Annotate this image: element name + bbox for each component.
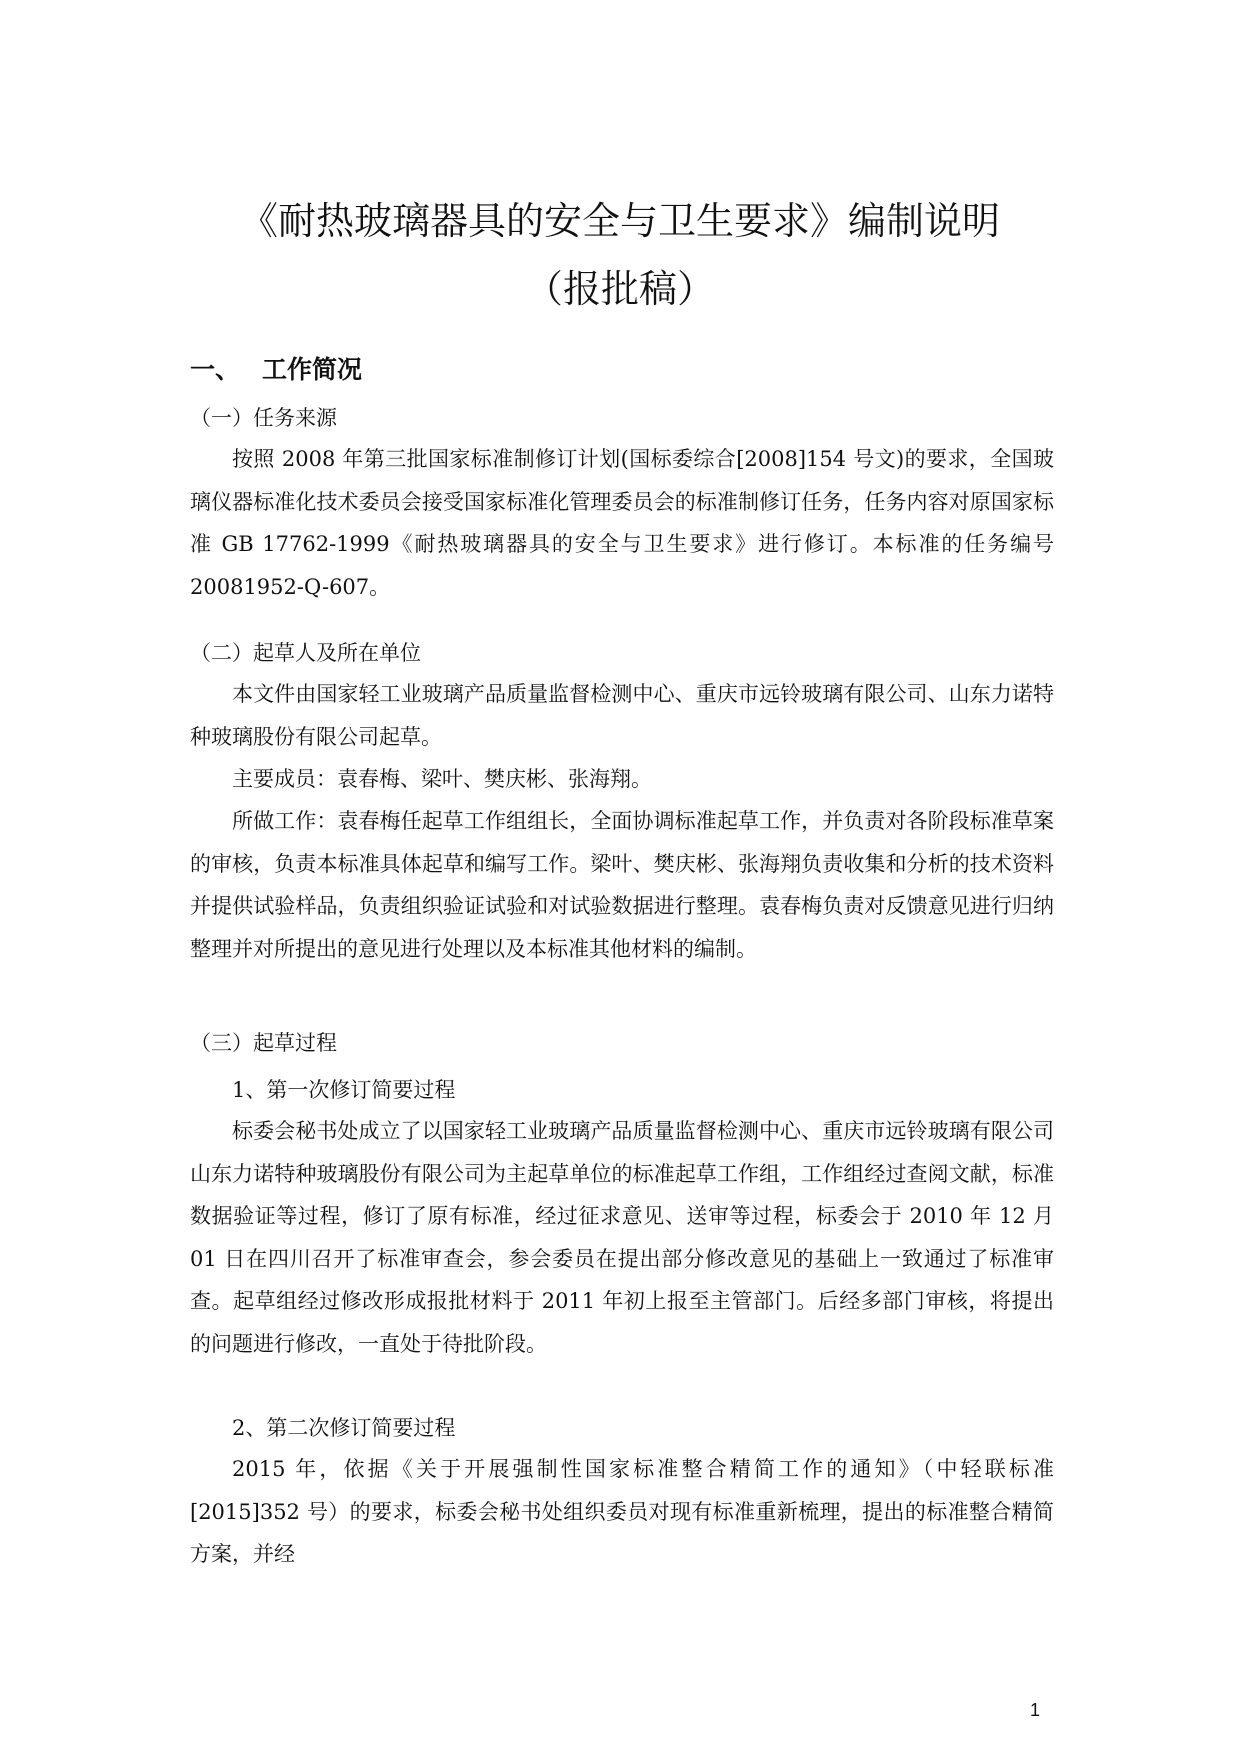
- page-number: 1: [1030, 1700, 1041, 1720]
- paragraph-members: 主要成员：袁春梅、梁叶、樊庆彬、张海翔。: [232, 767, 652, 791]
- paragraph-task-source: 按照 2008 年第三批国家标准制修订计划(国标委综合[2008]154 号文)的要求，全国玻璃仪器标准化技术委员会接受国家标准化管理委员会的标准制修订任务，任务内容对原国家标准 GB 17762-1999《耐热玻璃器具的安全与卫生要求》进行修订。本标准的任务编号 20081952-Q-607。: [190, 447, 1054, 599]
- list-item-first-revision: 1、第一次修订简要过程: [232, 1078, 456, 1102]
- subsection-heading-task-source: （一）任务来源: [190, 406, 337, 430]
- document-subtitle: （报批稿）: [524, 267, 715, 311]
- subsection-heading-drafters: （二）起草人及所在单位: [190, 641, 421, 665]
- section-title: 工作简况: [262, 355, 363, 384]
- section-number: 一、: [190, 355, 241, 384]
- paragraph-work-done: 所做工作：袁春梅任起草工作组组长，全面协调标准起草工作，并负责对各阶段标准草案的审核，负责本标准具体起草和编写工作。梁叶、樊庆彬、张海翔负责收集和分析的技术资料并提供试验样品，负责组织验证试验和对试验数据进行整理。袁春梅负责对反馈意见进行归纳整理并对所提出的意见进行处理以及本标准其他材料的编制。: [190, 809, 1054, 961]
- subsection-heading-drafting-process: （三）起草过程: [190, 1031, 337, 1055]
- paragraph-drafters: 本文件由国家轻工业玻璃产品质量监督检测中心、重庆市远铃玻璃有限公司、山东力诺特种玻璃股份有限公司起草。: [190, 682, 1054, 749]
- list-item-second-revision: 2、第二次修订简要过程: [232, 1416, 456, 1440]
- paragraph-second-revision: 2015 年，依据《关于开展强制性国家标准整合精简工作的通知》（中轻联标准[2015]352 号）的要求，标委会秘书处组织委员对现有标准重新梳理，提出的标准整合精简方案，并经: [190, 1457, 1054, 1566]
- section-heading: [190, 350, 362, 386]
- paragraph-first-revision: 标委会秘书处成立了以国家轻工业玻璃产品质量监督检测中心、重庆市远铃玻璃有限公司山东力诺特种玻璃股份有限公司为主起草单位的标准起草工作组，工作组经过查阅文献，标准数据验证等过程，修订了原有标准，经过征求意见、送审等过程，标委会于 2010 年 12 月 01 日在四川召开了标准审查会，参会委员在提出部分修改意见的基础上一致通过了标准审查。起草组经过修改形成报批材料于 2011 年初上报至主管部门。后经多部门审核，将提出的问题进行修改，一直处于待批阶段。: [190, 1119, 1054, 1356]
- document-title: 《耐热玻璃器具的安全与卫生要求》编制说明: [239, 199, 1000, 243]
